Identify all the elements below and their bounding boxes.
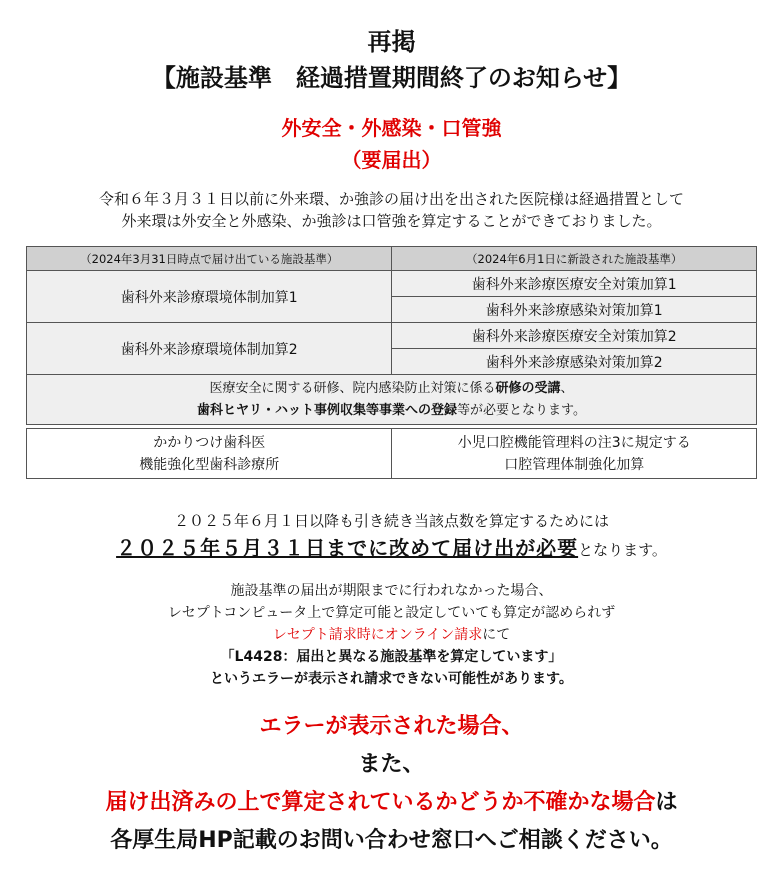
cell-kakaritsuke bbox=[27, 429, 392, 479]
closing-line-1: エラーが表示された場合、 bbox=[259, 714, 524, 739]
deadline-intro: ２０２５年６月１日以降も引き続き当該点数を算定するためには bbox=[173, 512, 609, 530]
koukankyo-line-2: 口腔管理体制強化加算 bbox=[504, 456, 645, 473]
koukankyo-line-1: 小児口腔機能管理料の注3に規定する bbox=[457, 434, 691, 451]
intro-line-2: 外来環は外安全と外感染、か強診は口管強を算定することができておりました。 bbox=[121, 212, 662, 230]
warning-paragraph bbox=[0, 580, 783, 690]
table-header-row bbox=[27, 247, 757, 271]
warning-line-2: レセプトコンピュータ上で算定可能と設定していても算定が認められず bbox=[167, 605, 616, 621]
warning-line-3-tail: にて bbox=[482, 627, 511, 643]
note-text-1: 医療安全に関する研修、院内感染防止対策に係る bbox=[209, 380, 496, 396]
subtitle-categories: 外安全・外感染・口管強 bbox=[281, 116, 502, 140]
cell-koukankyo bbox=[392, 429, 757, 479]
deadline-emphasis: ２０２５年５月３１日までに改めて届け出が必要 bbox=[116, 536, 579, 560]
closing-line-3-tail: は bbox=[655, 790, 678, 815]
cell-group1-new-b: 歯科外来診療感染対策加算1 bbox=[392, 297, 757, 323]
warning-line-3 bbox=[0, 624, 783, 646]
page-title: 【施設基準 経過措置期間終了のお知らせ】 bbox=[151, 64, 632, 92]
warning-line-5: というエラーが表示され請求できない可能性があります。 bbox=[210, 671, 573, 687]
cell-group1-new-a: 歯科外来診療医療安全対策加算1 bbox=[392, 271, 757, 297]
header-new-standard: （2024年6月1日に新設された施設基準） bbox=[392, 247, 757, 271]
closing-line-2: また、 bbox=[358, 752, 425, 777]
cell-group2-new-a: 歯科外来診療医療安全対策加算2 bbox=[392, 323, 757, 349]
closing-line-4: 各厚生局HP記載のお問い合わせ窓口へご相談ください。 bbox=[110, 828, 673, 853]
intro-paragraph bbox=[0, 188, 783, 232]
kakaritsuke-line-2: 機能強化型歯科診療所 bbox=[139, 456, 280, 473]
cell-group1-old: 歯科外来診療環境体制加算1 bbox=[27, 271, 392, 323]
deadline-tail: となります。 bbox=[578, 541, 667, 559]
closing-uncertain: 届け出済みの上で算定されているかどうか不確かな場合 bbox=[105, 790, 656, 815]
cell-group2-old: 歯科外来診療環境体制加算2 bbox=[27, 323, 392, 375]
intro-line-1: 令和６年３月３１日以前に外来環、か強診の届け出を出された医院様は経過措置として bbox=[98, 190, 684, 208]
title-repost: 再掲 bbox=[367, 28, 416, 56]
header-old-standard: （2024年3月31日時点で届け出ている施設基準） bbox=[27, 247, 392, 271]
warning-line-1: 施設基準の届出が期限までに行われなかった場合、 bbox=[230, 583, 553, 599]
closing-paragraph bbox=[0, 708, 783, 860]
table-row bbox=[27, 271, 757, 297]
warning-error-code: 「L4428：届出と異なる施設基準を算定しています」 bbox=[220, 649, 563, 665]
facility-standards-table bbox=[26, 246, 757, 479]
note-bold-2: 歯科ヒヤリ・ハット事例収集等事業への登録 bbox=[197, 402, 458, 418]
cell-group2-new-b: 歯科外来診療感染対策加算2 bbox=[392, 349, 757, 375]
subtitle-requirement: （要届出） bbox=[341, 148, 442, 172]
table-row bbox=[27, 323, 757, 349]
note-text-3: 等が必要となります。 bbox=[457, 402, 586, 418]
kakaritsuke-line-1: かかりつけ歯科医 bbox=[153, 434, 266, 451]
table-row bbox=[27, 429, 757, 479]
note-text-2: 、 bbox=[560, 380, 574, 396]
closing-line-3 bbox=[0, 784, 783, 822]
warning-online-claim: レセプト請求時にオンライン請求 bbox=[272, 627, 483, 643]
note-bold-1: 研修の受講 bbox=[495, 380, 561, 396]
table-note-row bbox=[27, 375, 757, 425]
deadline-statement bbox=[0, 532, 783, 561]
cell-note bbox=[27, 375, 757, 425]
